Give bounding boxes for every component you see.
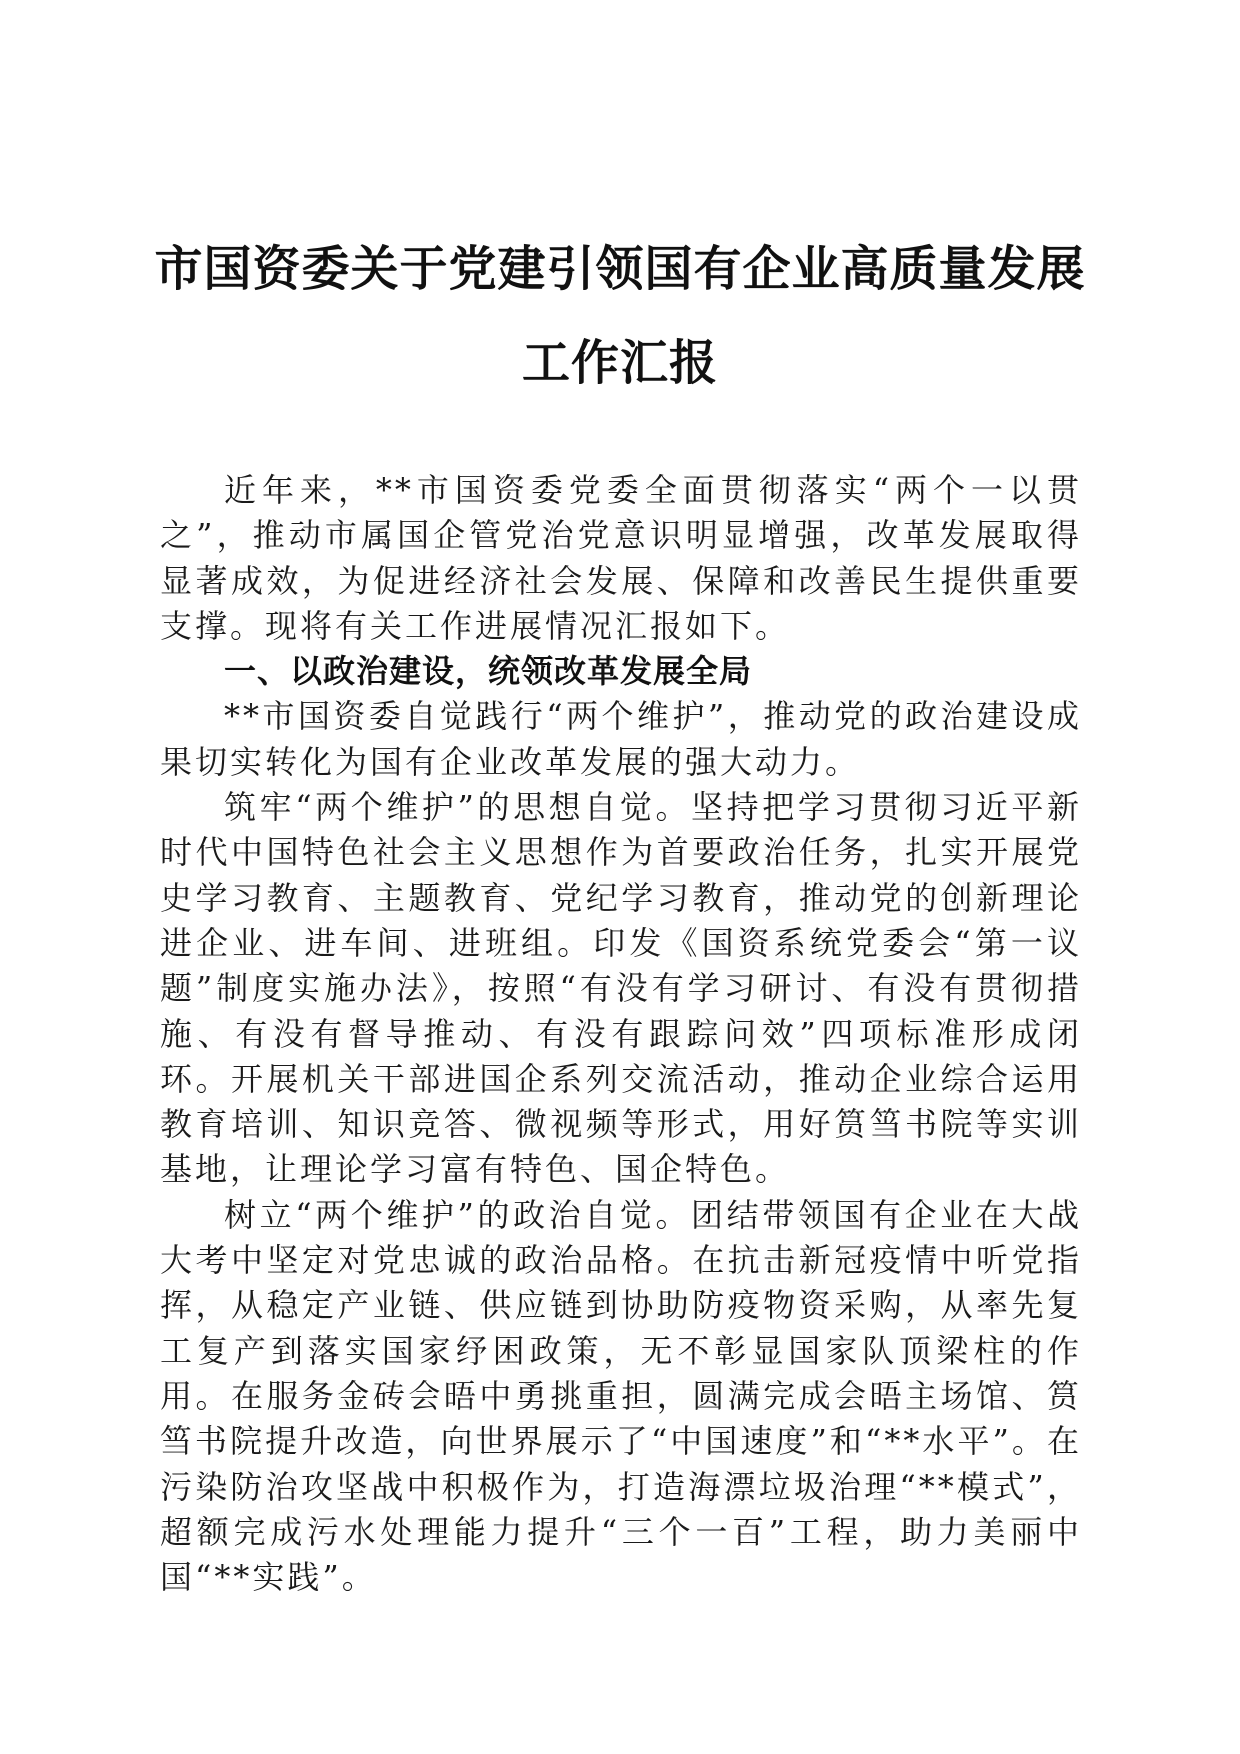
document-body bbox=[160, 468, 1082, 1600]
section-1-paragraph-ideological: 筑牢“两个维护”的思想自觉。坚持把学习贯彻习近平新时代中国特色社会主义思想作为首要政治任务，扎实开展党史学习教育、主题教育、党纪学习教育，推动党的创新理论进企业、进车间、进班组。印发《国资系统党委会“第一议题”制度实施办法》，按照“有没有学习研讨、有没有贯彻措施、有没有督导推动、有没有跟踪问效”四项标准形成闭环。开展机关干部进国企系列交流活动，推动企业综合运用教育培训、知识竞答、微视频等形式，用好筼筜书院等实训基地，让理论学习富有特色、国企特色。 bbox=[160, 788, 1082, 1189]
section-heading-1: 一、以政治建设，统领改革发展全局 bbox=[224, 652, 753, 691]
section-1-lead-paragraph: **市国资委自觉践行“两个维护”，推动党的政治建设成果切实转化为国有企业改革发展的强大动力。 bbox=[160, 697, 1082, 781]
intro-paragraph: 近年来，**市国资委党委全面贯彻落实“两个一以贯之”，推动市属国企管党治党意识明显增强，改革发展取得显著成效，为促进经济社会发展、保障和改善民生提供重要支撑。现将有关工作进展情况汇报如下。 bbox=[160, 471, 1082, 645]
document-title: 市国资委关于党建引领国有企业高质量发展工作汇报 bbox=[154, 241, 1086, 391]
section-1-paragraph-political: 树立“两个维护”的政治自觉。团结带领国有企业在大战大考中坚定对党忠诚的政治品格。在抗击新冠疫情中听党指挥，从稳定产业链、供应链到协助防疫物资采购，从率先复工复产到落实国家纾困政策，无不彰显国家队顶梁柱的作用。在服务金砖会晤中勇挑重担，圆满完成会晤主场馆、筼筜书院提升改造，向世界展示了“中国速度”和“**水平”。在污染防治攻坚战中积极作为，打造海漂垃圾治理“**模式”，超额完成污水处理能力提升“三个一百”工程，助力美丽中国“**实践”。 bbox=[160, 1195, 1082, 1597]
